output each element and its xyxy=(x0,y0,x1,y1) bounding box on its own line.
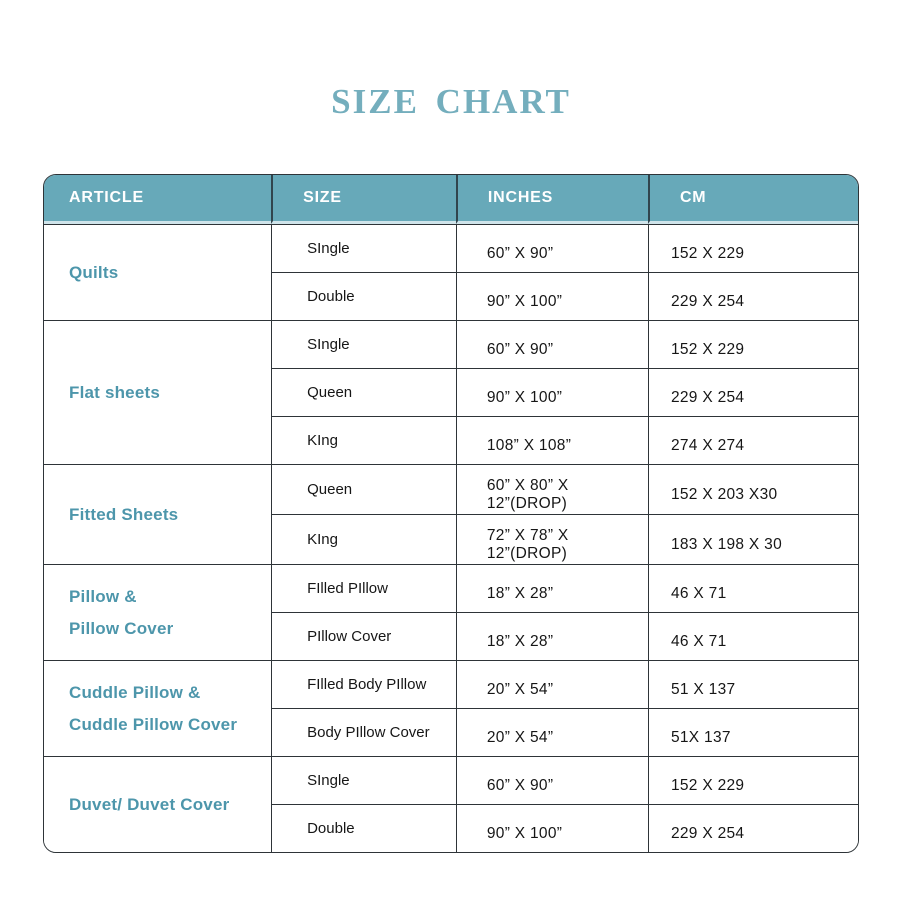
inches-cell: 18” X 28” xyxy=(456,612,648,660)
article-cell xyxy=(44,464,271,564)
size-cell: SIngle xyxy=(271,320,456,368)
column-header-inches: INCHES xyxy=(456,175,648,224)
table-row xyxy=(44,464,858,514)
article-label: Fitted Sheets xyxy=(69,504,179,524)
size-cell: FIlled Body PIllow xyxy=(271,660,456,708)
size-cell: KIng xyxy=(271,416,456,464)
article-label: Cuddle Pillow Cover xyxy=(69,714,238,734)
article-label: Cuddle Pillow & xyxy=(69,682,201,702)
table-row xyxy=(44,660,858,708)
size-cell: FIlled PIllow xyxy=(271,564,456,612)
cm-cell: 152 X 229 xyxy=(648,320,858,368)
size-cell: Queen xyxy=(271,368,456,416)
size-cell: PIllow Cover xyxy=(271,612,456,660)
article-label: Flat sheets xyxy=(69,382,161,402)
cm-cell: 229 X 254 xyxy=(648,368,858,416)
cm-cell: 229 X 254 xyxy=(648,804,858,852)
article-cell xyxy=(44,564,271,660)
article-cell xyxy=(44,320,271,464)
inches-cell: 60” X 90” xyxy=(456,756,648,804)
cm-cell: 51 X 137 xyxy=(648,660,858,708)
page-title: SIZE CHART xyxy=(331,82,571,121)
inches-cell: 72” X 78” X 12”(DROP) xyxy=(456,514,648,564)
table-row xyxy=(44,224,858,272)
size-cell: Queen xyxy=(271,464,456,514)
table-header-row xyxy=(44,175,858,224)
size-cell: Double xyxy=(271,804,456,852)
inches-cell: 60” X 90” xyxy=(456,320,648,368)
cm-cell: 152 X 229 xyxy=(648,756,858,804)
inches-cell: 20” X 54” xyxy=(456,708,648,756)
cm-cell: 46 X 71 xyxy=(648,564,858,612)
article-label: Duvet/ Duvet Cover xyxy=(69,794,230,814)
inches-cell: 20” X 54” xyxy=(456,660,648,708)
size-chart-table xyxy=(44,175,858,852)
inches-cell: 90” X 100” xyxy=(456,804,648,852)
size-cell: Body PIllow Cover xyxy=(271,708,456,756)
inches-cell: 90” X 100” xyxy=(456,272,648,320)
inches-cell: 18” X 28” xyxy=(456,564,648,612)
cm-cell: 183 X 198 X 30 xyxy=(648,514,858,564)
article-cell xyxy=(44,224,271,320)
column-header-article: ARTICLE xyxy=(44,175,271,224)
cm-cell: 152 X 203 X30 xyxy=(648,464,858,514)
table-row xyxy=(44,756,858,804)
cm-cell: 229 X 254 xyxy=(648,272,858,320)
size-chart-table-container xyxy=(43,174,859,853)
inches-cell: 60” X 80” X 12”(DROP) xyxy=(456,464,648,514)
size-cell: SIngle xyxy=(271,756,456,804)
article-cell xyxy=(44,756,271,852)
cm-cell: 51X 137 xyxy=(648,708,858,756)
article-label: Pillow Cover xyxy=(69,618,174,638)
cm-cell: 46 X 71 xyxy=(648,612,858,660)
article-label: Pillow & xyxy=(69,586,137,606)
cm-cell: 274 X 274 xyxy=(648,416,858,464)
inches-cell: 60” X 90” xyxy=(456,224,648,272)
article-cell xyxy=(44,660,271,756)
column-header-cm: CM xyxy=(648,175,858,224)
column-header-size: SIZE xyxy=(271,175,456,224)
inches-cell: 108” X 108” xyxy=(456,416,648,464)
size-cell: KIng xyxy=(271,514,456,564)
cm-cell: 152 X 229 xyxy=(648,224,858,272)
table-row xyxy=(44,320,858,368)
size-cell: SIngle xyxy=(271,224,456,272)
inches-cell: 90” X 100” xyxy=(456,368,648,416)
table-row xyxy=(44,564,858,612)
size-cell: Double xyxy=(271,272,456,320)
article-label: Quilts xyxy=(69,262,119,282)
